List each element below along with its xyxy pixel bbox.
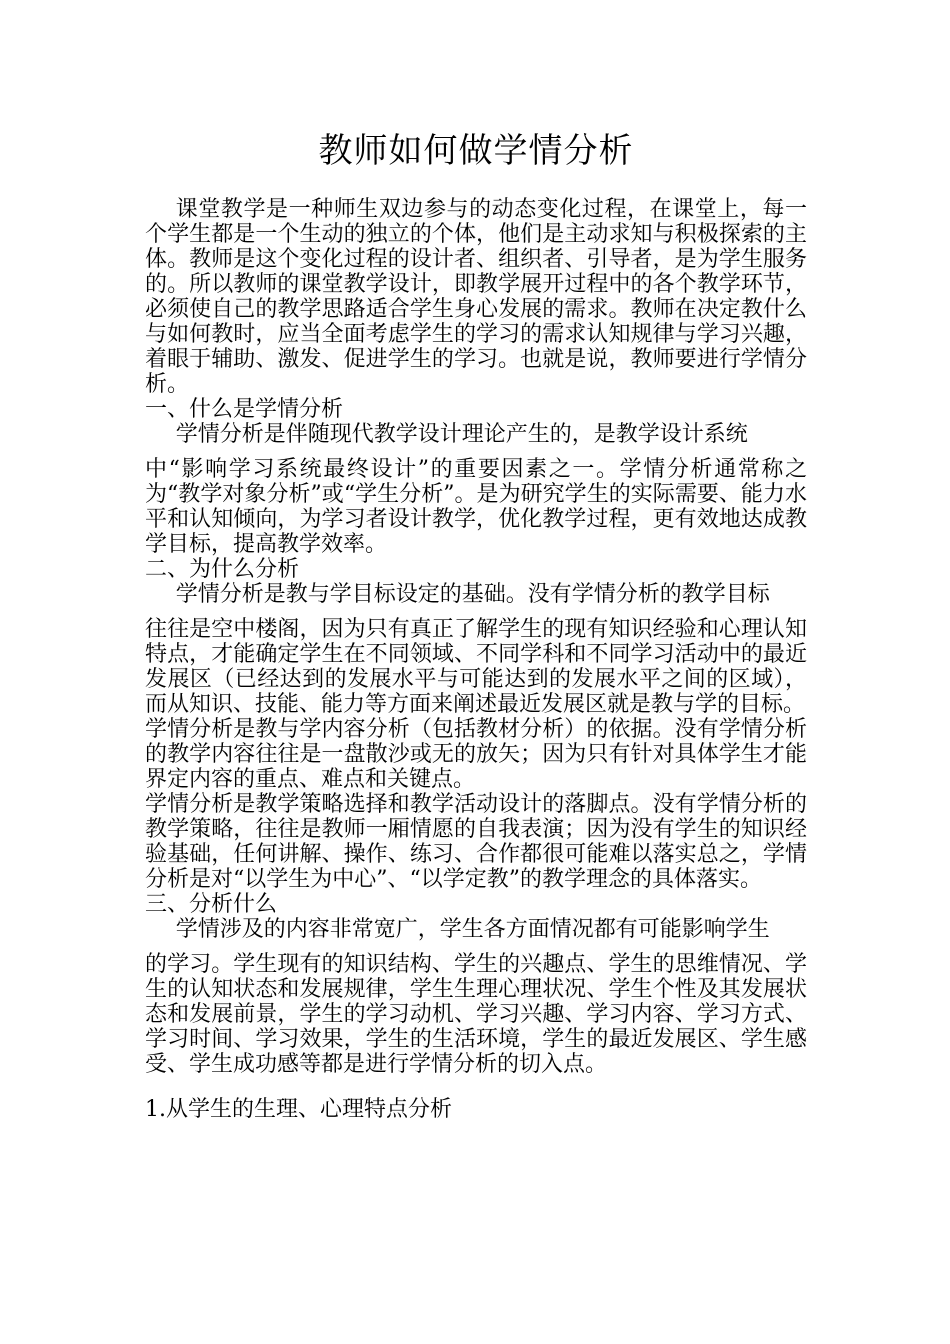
section3-paragraph: 的学习。学生现有的知识结构、学生的兴趣点、学生的思维情况、学生的认知状态和发展规律，学生生理心理状况、学生个性及其发展状态和发展前景，学生的学习动机、学习兴趣、学习内容、学习方式、学习时间、学习效果，学生的生活环境，学生的最近发展区、学生感受、学生成功感等都是进行学情分析的切入点。 <box>145 952 807 1077</box>
section2-paragraph-2: 学情分析是教与学内容分析（包括教材分析）的依据。没有学情分析的教学内容往往是一盘散沙或无的放矢；因为只有针对具体学生才能界定内容的重点、难点和关键点。 <box>145 717 807 792</box>
section-heading-3: 三、分析什么 <box>145 892 278 917</box>
section-heading-1: 一、什么是学情分析 <box>145 397 344 422</box>
section-heading-2: 二、为什么分析 <box>145 557 300 582</box>
intro-paragraph: 课堂教学是一种师生双边参与的动态变化过程，在课堂上，每一个学生都是一个生动的独立的个体，他们是主动求知与积极探索的主体。教师是这个变化过程的设计者、组织者、引导者，是为学生服务的。所以教师的课堂教学设计，即教学展开过程中的各个教学环节，必须使自己的教学思路适合学生身心发展的需求。教师在决定教什么与如何教时，应当全面考虑学生的学习的需求认知规律与学习兴趣，着眼于辅助、激发、促进学生的学习。也就是说，教师要进行学情分析。 <box>145 197 807 397</box>
section3-first-line: 学情涉及的内容非常宽广，学生各方面情况都有可能影响学生 <box>175 917 770 942</box>
section2-paragraph-3: 学情分析是教学策略选择和教学活动设计的落脚点。没有学情分析的教学策略，往往是教师一厢情愿的自我表演；因为没有学生的知识经验基础，任何讲解、操作、练习、合作都很可能难以落实总之，学情分析是对“以学生为中心”、“以学定教”的教学理念的具体落实。 <box>145 792 807 892</box>
document-body <box>145 197 807 1122</box>
document-title: 教师如何做学情分析 <box>318 131 634 171</box>
section2-paragraph: 往往是空中楼阁，因为只有真正了解学生的现有知识经验和心理认知特点，才能确定学生在不同领域、不同学科和不同学习活动中的最近发展区（已经达到的发展水平与可能达到的发展水平之间的区域），而从知识、技能、能力等方面来阐述最近发展区就是教与学的目标。 <box>145 617 807 717</box>
section2-first-line: 学情分析是教与学目标设定的基础。没有学情分析的教学目标 <box>175 582 770 607</box>
list-item-1: 1.从学生的生理、心理特点分析 <box>145 1097 452 1122</box>
section1-first-line: 学情分析是伴随现代教学设计理论产生的，是教学设计系统 <box>175 422 748 447</box>
section1-paragraph: 中“影响学习系统最终设计”的重要因素之一。学情分析通常称之为“教学对象分析”或“学生分析”。是为研究学生的实际需要、能力水平和认知倾向，为学习者设计教学，优化教学过程，更有效地达成教学目标，提高教学效率。 <box>145 457 807 557</box>
